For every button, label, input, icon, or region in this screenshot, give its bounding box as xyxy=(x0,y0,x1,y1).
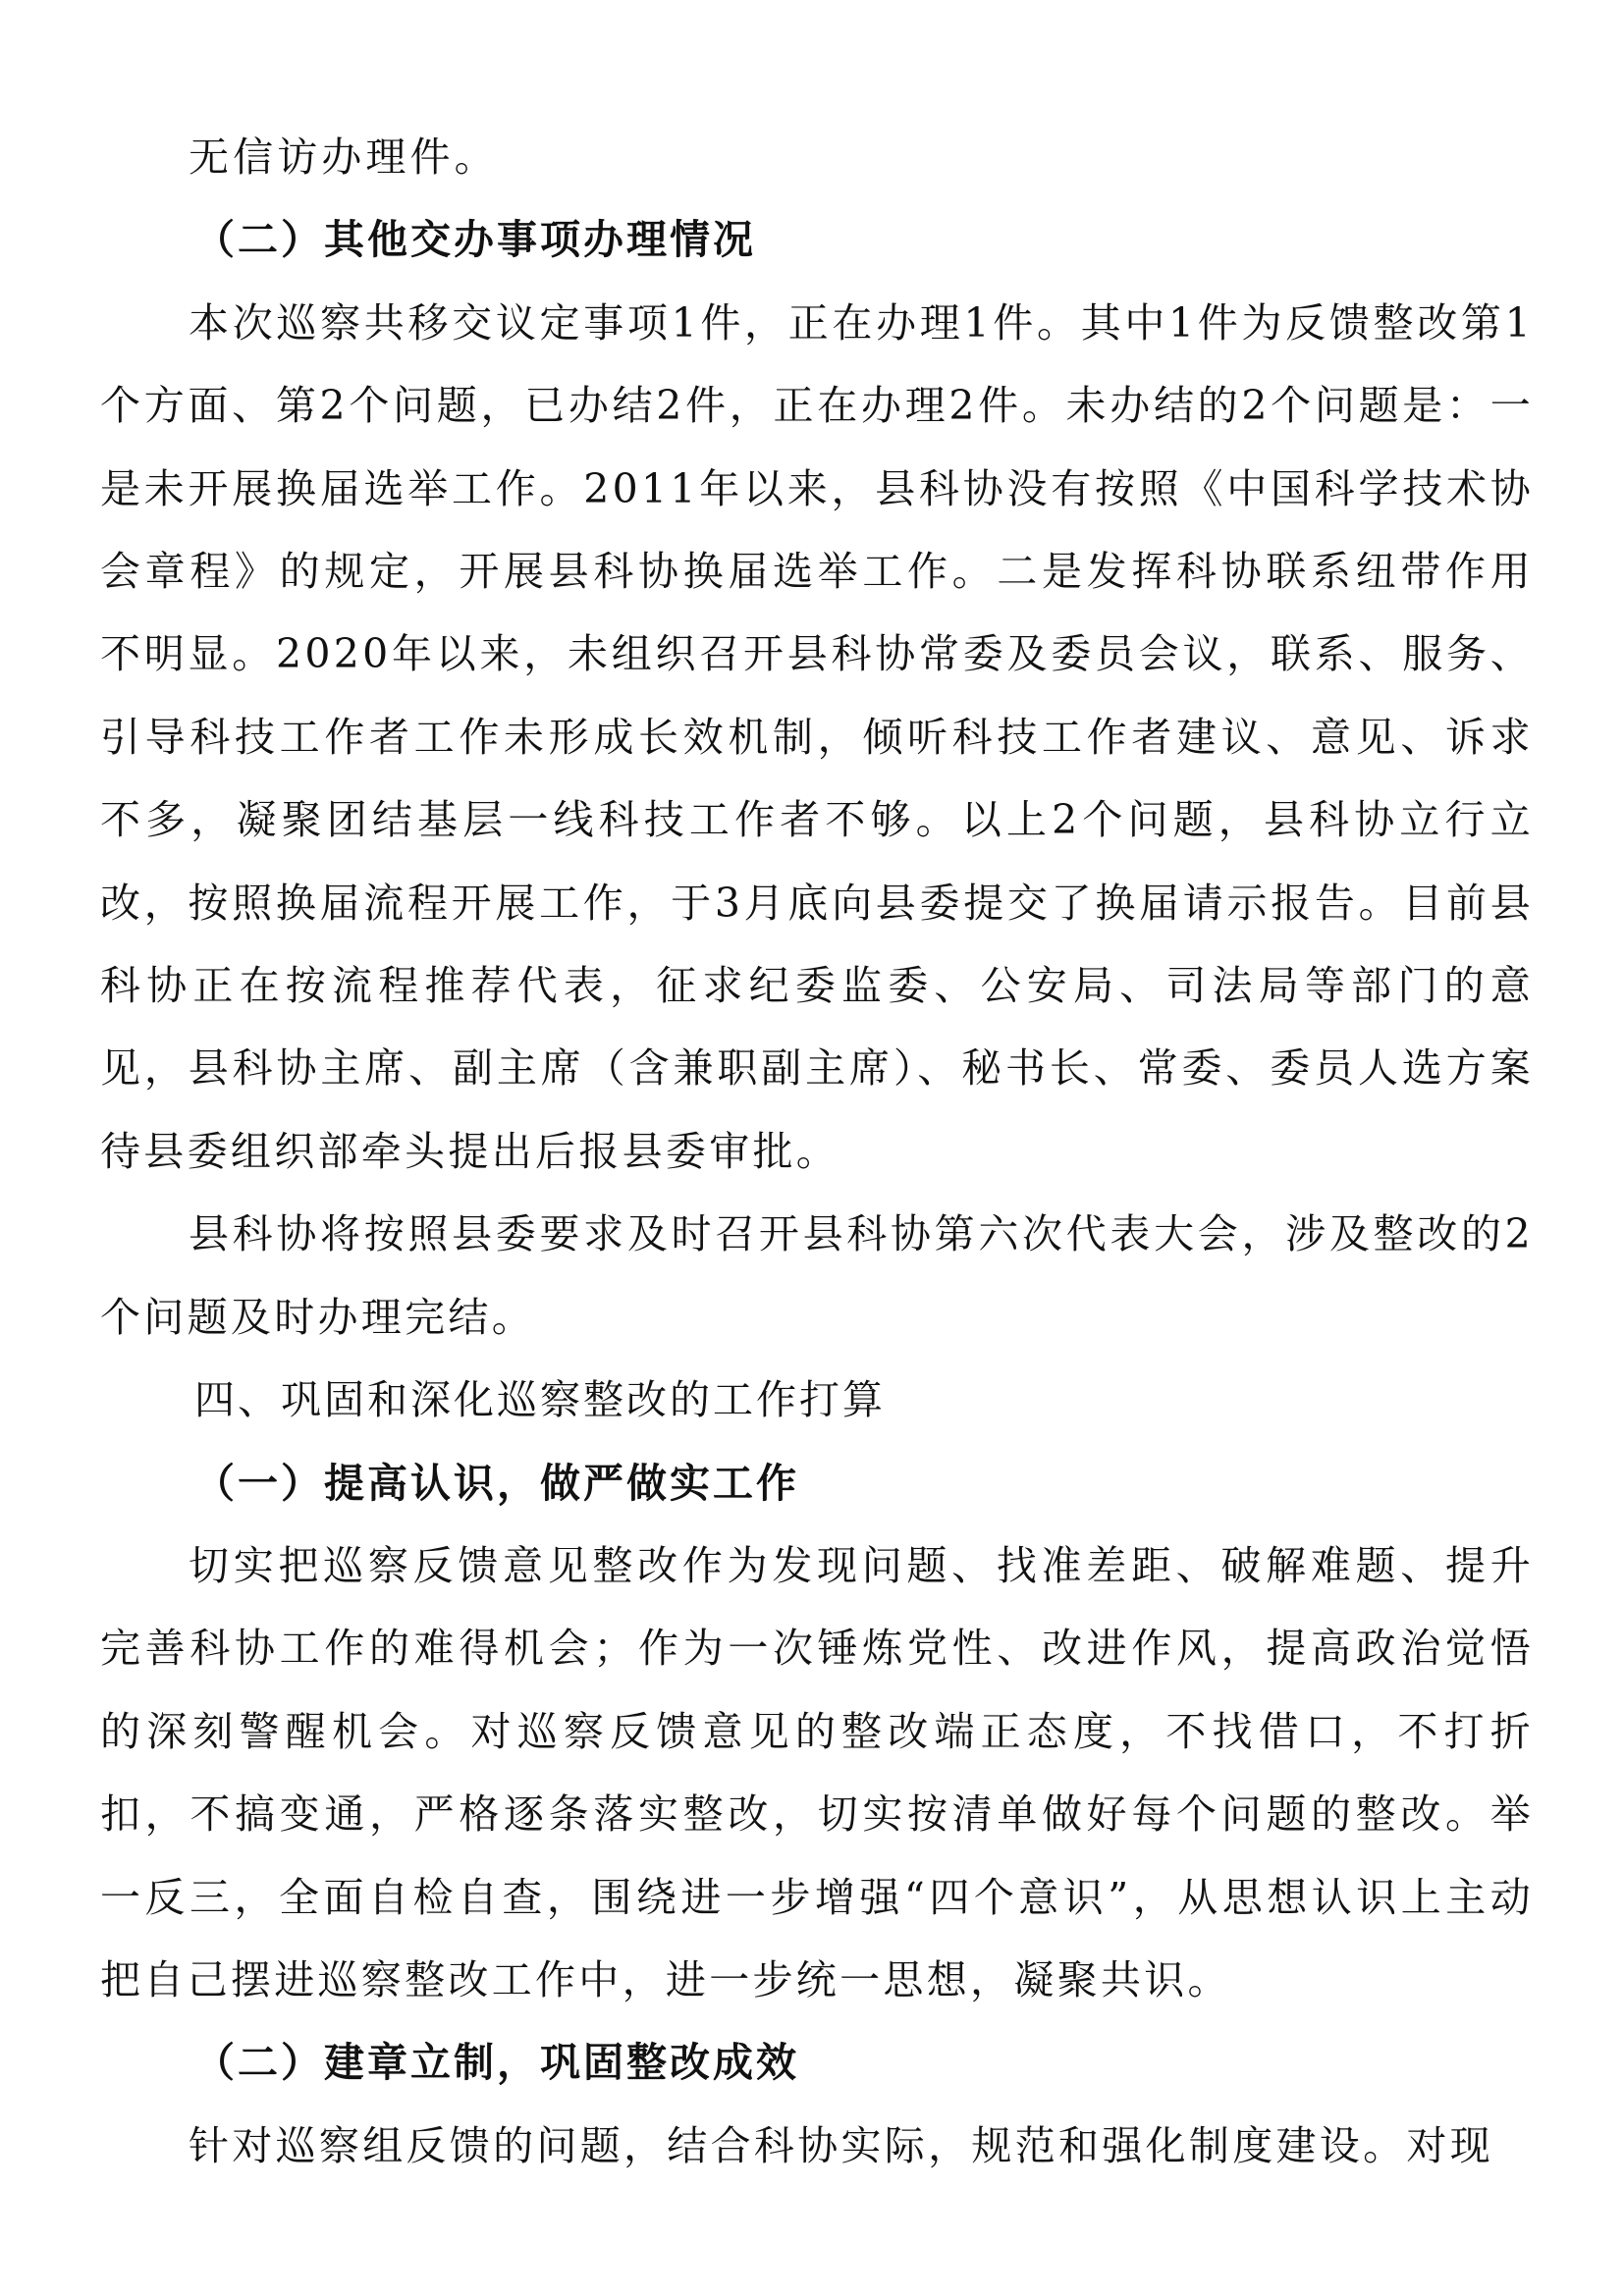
paragraph-systems-detail: 针对巡察组反馈的问题，结合科协实际，规范和强化制度建设。对现 xyxy=(189,2121,1493,2169)
subheading-raise-awareness: （一）提高认识，做严做实工作 xyxy=(194,1459,799,1507)
paragraph-matters-detail: 本次巡察共移交议定事项1件，正在办理1件。其中1件为反馈整改第1个方面、第2个问题，已办结2件，正在办理2件。未办结的2个问题是：一是未开展换届选举工作。2011年以来，县科协没有按照《中国科学技术协会章程》的规定，开展县科协换届选举工作。二是发挥科协联系纽带作用不明显。2020年以来，未组织召开县科协常委及委员会议，联系、服务、引导科技工作者工作未形成长效机制，倾听科技工作者建议、意见、诉求不多，凝聚团结基层一线科技工作者不够。以上2个问题，县科协立行立改，按照换届流程开展工作，于3月底向县委提交了换届请示报告。目前县科协正在按流程推荐代表，征求纪委监委、公安局、司法局等部门的意见，县科协主席、副主席（含兼职副主席）、秘书长、常委、委员人选方案待县委组织部牵头提出后报县委审批。 xyxy=(100,298,1534,1175)
paragraph-awareness-detail: 切实把巡察反馈意见整改作为发现问题、找准差距、破解难题、提升完善科协工作的难得机会；作为一次锤炼党性、改进作风，提高政治觉悟的深刻警醒机会。对巡察反馈意见的整改端正态度，不找借口，不打折扣，不搞变通，严格逐条落实整改，切实按清单做好每个问题的整改。举一反三，全面自检自查，围绕进一步增强“四个意识”，从思想认识上主动把自己摆进巡察整改工作中，进一步统一思想，凝聚共识。 xyxy=(100,1541,1534,2003)
paragraph-congress-plan: 县科协将按照县委要求及时召开县科协第六次代表大会，涉及整改的2个问题及时办理完结。 xyxy=(100,1210,1534,1341)
section-heading-plans: 四、巩固和深化巡察整改的工作打算 xyxy=(194,1376,886,1424)
subheading-other-matters: （二）其他交办事项办理情况 xyxy=(194,216,756,264)
subheading-build-systems: （二）建章立制，巩固整改成效 xyxy=(194,2039,799,2087)
paragraph-petition: 无信访办理件。 xyxy=(189,133,499,181)
document-body xyxy=(100,116,1534,2187)
